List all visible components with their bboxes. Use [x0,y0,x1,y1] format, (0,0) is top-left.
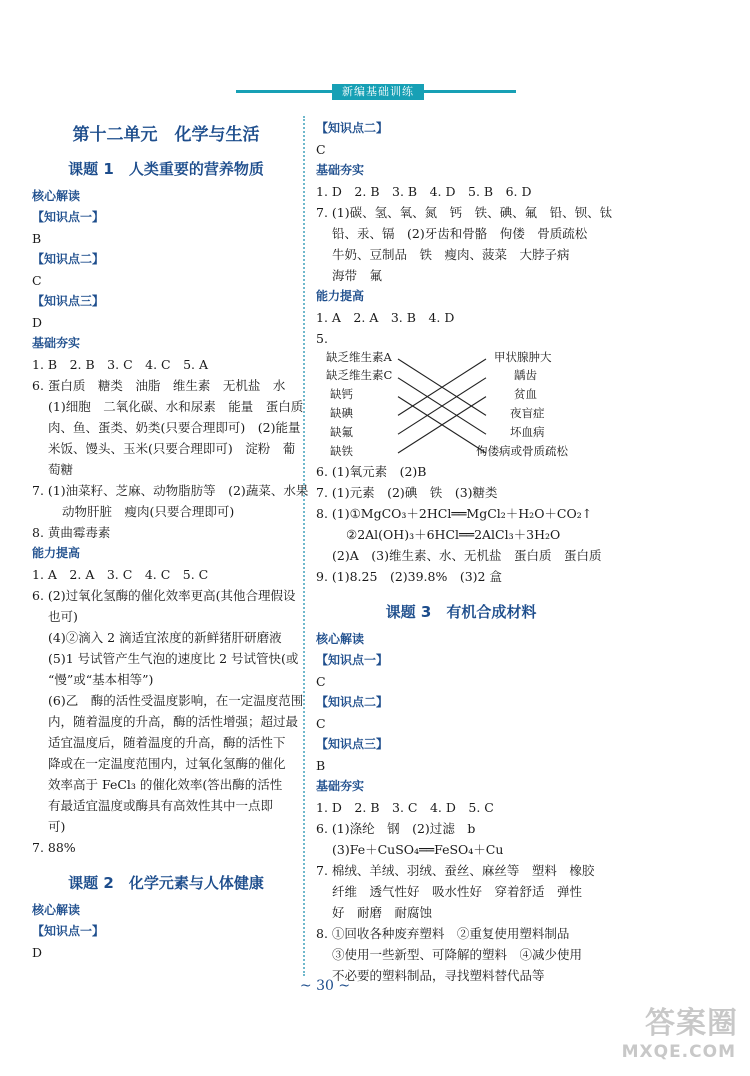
answer-line: (1)细胞 二氧化碳、水和尿素 能量 蛋白质 [48,399,304,414]
answer-line: C [316,674,326,689]
answer-line: “慢”或“基本相等”) [48,672,154,687]
answer-line: 效率高于 FeCl₃ 的催化效率(答出酶的活性 [48,777,283,792]
match-left-item: 缺钙 [330,387,353,401]
answer-line: 6. (1)氧元素 (2)B [316,464,427,479]
answer-line: 也可) [48,609,78,624]
answer-line: (4)②滴入 2 滴适宜浓度的新鲜猪肝研磨液 [48,630,282,645]
answer-line: D [32,945,43,960]
answer-line: 6. 蛋白质 糖类 油脂 维生素 无机盐 水 [32,378,286,393]
answer-line: 6. (1)涤纶 钢 (2)过滤 b [316,821,476,836]
answer-line: 8. ①回收各种废弃塑料 ②重复使用塑料制品 [316,926,570,941]
improve-heading: 能力提高 [32,546,81,560]
matching-diagram [316,349,606,461]
basic-heading: 基础夯实 [32,336,81,350]
answer-line: 7. (1)碳、氢、氧、氮 钙 铁、碘、氟 铅、钡、钛 [316,205,613,220]
match-left-item: 缺碘 [330,406,353,420]
answer-line: (6)乙 酶的活性受温度影响，在一定温度范围 [48,693,304,708]
answer-line: 适宜温度后，随着温度的升高，酶的活性下 [48,735,286,750]
answer-line: 海带 氟 [332,268,383,283]
answer-line: 6. (2)过氧化氢酶的催化效率更高(其他合理假设 [32,588,296,603]
knowledge-point-label: 【知识点二】 [32,252,105,266]
answer-line: (2)A (3)维生素、水、无机盐 蛋白质 蛋白质 [332,548,602,563]
basic-heading: 基础夯实 [316,779,365,793]
answer-line: 米饭、馒头、玉米(只要合理即可) 淀粉 葡 [48,441,296,456]
lesson3-title: 课题 3 有机合成材料 [385,603,537,621]
knowledge-point-label: 【知识点一】 [32,210,105,224]
answer-line: 1. A 2. A 3. B 4. D [316,310,455,325]
answer-line: (5)1 号试管产生气泡的速度比 2 号试管快(或 [48,651,299,666]
match-left-item: 缺铁 [330,444,353,458]
answer-line: 1. B 2. B 3. C 4. C 5. A [32,357,209,372]
answer-line: ②2Al(OH)₃＋6HCl══2AlCl₃＋3H₂O [346,527,561,542]
answer-line: 9. (1)8.25 (2)39.8% (3)2 盒 [316,569,502,584]
knowledge-point-label: 【知识点二】 [316,121,389,135]
answer-line: 可) [48,819,66,834]
answer-line: 好 耐磨 耐腐蚀 [332,905,433,920]
unit-title: 第十二单元 化学与生活 [72,125,260,145]
match-right-item: 佝偻病或骨质疏松 [476,444,568,458]
match-right-item: 贫血 [514,387,537,401]
match-right-item: 夜盲症 [510,406,545,420]
book-header [236,84,516,100]
left-column [32,118,309,963]
column-divider [303,116,305,976]
match-right-item: 坏血病 [510,425,545,439]
answer-line: B [316,758,326,773]
core-heading: 核心解读 [316,632,365,646]
answer-line: C [316,142,326,157]
answer-line: C [316,716,326,731]
answer-line: 7. 88% [32,840,76,855]
answer-line: B [32,231,42,246]
answer-line: 有最适宜温度或酶具有高效性其中一点即 [48,798,274,813]
knowledge-point-label: 【知识点三】 [32,294,105,308]
answer-line: 1. D 2. B 3. C 4. D 5. C [316,800,494,815]
answer-line: 7. (1)元素 (2)碘 铁 (3)糖类 [316,485,498,500]
match-left-item: 缺氟 [330,425,353,439]
answer-line: 不必要的塑料制品，寻找塑料替代品等 [332,968,545,983]
answer-line: 7. 棉绒、羊绒、羽绒、蚕丝、麻丝等 塑料 橡胶 [316,863,595,878]
core-heading: 核心解读 [32,903,81,917]
answer-line: (3)Fe＋CuSO₄══FeSO₄＋Cu [332,842,504,857]
knowledge-point-label: 【知识点一】 [32,924,105,938]
lesson2-title: 课题 2 化学元素与人体健康 [68,874,264,892]
lesson1-title: 课题 1 人类重要的营养物质 [68,160,264,178]
answer-line: 8. 黄曲霉毒素 [32,525,111,540]
page-number: ~ 30 ~ [299,978,351,994]
match-left-item: 缺乏维生素A [326,350,392,364]
answer-line: D [32,315,43,330]
answer-line: 动物肝脏 瘦肉(只要合理即可) [62,504,235,519]
answer-line: 牛奶、豆制品 铁 瘦肉、菠菜 大脖子病 [332,247,570,262]
watermark-url: MXQE.COM [621,1042,736,1062]
match-right-item: 龋齿 [514,368,537,382]
right-column [316,118,613,986]
answer-line: 铅、汞、镉 (2)牙齿和骨骼 佝偻 骨质疏松 [332,226,588,241]
answer-line: 7. (1)油菜籽、芝麻、动物脂肪等 (2)蔬菜、水果 [32,483,309,498]
answer-line: 纤维 透气性好 吸水性好 穿着舒适 弹性 [332,884,583,899]
answer-line: 5. [316,331,328,346]
answer-line: 8. (1)①MgCO₃＋2HCl══MgCl₂＋H₂O＋CO₂↑ [316,506,593,521]
watermark-stamp: 答案圈 [645,1006,738,1041]
basic-heading: 基础夯实 [316,163,365,177]
match-right-item: 甲状腺肿大 [494,350,552,364]
answer-line: C [32,273,42,288]
answer-line: 肉、鱼、蛋类、奶类(只要合理即可) (2)能量 [48,420,301,435]
header-title: 新编基础训练 [332,84,424,100]
match-left-item: 缺乏维生素C [326,368,393,382]
watermark [608,998,738,1062]
answer-line: 萄糖 [48,462,74,477]
knowledge-point-label: 【知识点三】 [316,737,389,751]
improve-heading: 能力提高 [316,289,365,303]
answer-line: 1. A 2. A 3. C 4. C 5. C [32,567,209,582]
answer-line: 1. D 2. B 3. B 4. D 5. B 6. D [316,184,532,199]
answer-line: ③使用一些新型、可降解的塑料 ④减少使用 [332,947,583,962]
answer-line: 内，随着温度的升高，酶的活性增强；超过最 [48,714,299,729]
core-heading: 核心解读 [32,189,81,203]
answer-line: 降或在一定温度范围内，过氧化氢酶的催化 [48,756,286,771]
knowledge-point-label: 【知识点二】 [316,695,389,709]
knowledge-point-label: 【知识点一】 [316,653,389,667]
